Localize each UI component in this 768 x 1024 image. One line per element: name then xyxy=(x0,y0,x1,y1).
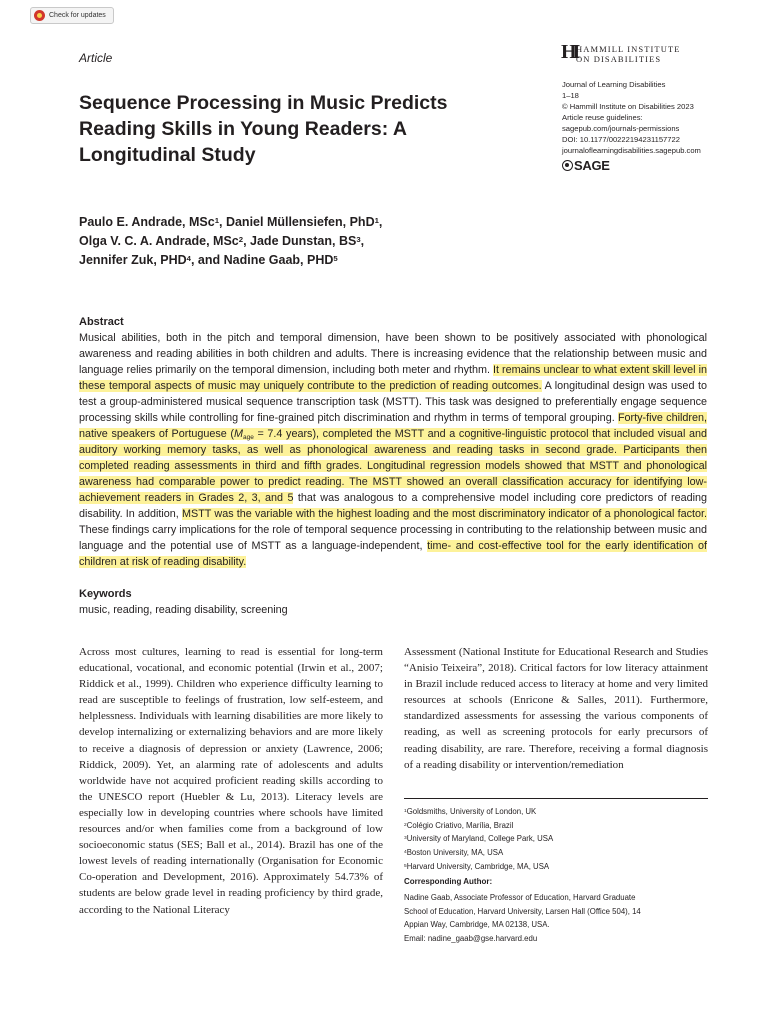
corresponding-author-heading: Corresponding Author: xyxy=(404,877,493,886)
author-name: Paulo E. Andrade, MSc xyxy=(79,215,215,229)
corresponding-line: Nadine Gaab, Associate Professor of Education, Harvard Graduate xyxy=(404,893,636,902)
footnote-divider xyxy=(404,798,708,799)
affiliation-number: 2 xyxy=(404,822,407,828)
sage-circle-icon xyxy=(562,160,573,171)
affiliation-number: 3 xyxy=(404,836,407,842)
highlight-fragment: = 7.4 years), completed the MSTT and a cognitive-linguistic protocol that included visual and auditory working memory tasks, as well as phonological awareness and reading tasks in second grade. Participants then completed reading assessments in third and fifth grades. Longitudinal regression models showed that MSTT and phonological awareness had comparable power to predict reading. The MSTT showed an overall classification accuracy for identifying low-achievement readers in Grades 2, 3, and 5 xyxy=(79,428,707,504)
author-separator: , xyxy=(219,215,226,229)
author-separator: , xyxy=(243,234,251,248)
highlighted-text[interactable]: It remains unclear to what extent skill level in these temporal aspects of music may uniquely contribute to the prediction of reading outcomes. xyxy=(79,364,707,392)
author-separator: , xyxy=(378,215,383,229)
author-list xyxy=(79,213,519,270)
update-icon xyxy=(34,10,45,21)
abstract-sentence: These findings carry implications for the role of temporal sequence processing in contributing to the relationship between music and language and the potential use of MSTT as a language-independent, xyxy=(79,524,707,552)
affiliation-text: Boston University, MA, USA xyxy=(406,848,504,858)
affiliation-text: Colégio Criativo, Marília, Brazil xyxy=(406,820,514,830)
affiliation-item xyxy=(404,819,553,833)
math-symbol: M xyxy=(234,428,244,440)
journal-name: Journal of Learning Disabilities xyxy=(562,80,666,89)
journal-permissions-link[interactable]: sagepub.com/journals-permissions xyxy=(562,124,680,133)
highlighted-text[interactable]: MSTT was the variable with the highest loading and the most discriminatory indicator of a phonological factor. xyxy=(182,508,707,520)
author-affiliation-mark: 5 xyxy=(333,253,338,263)
affiliations-list xyxy=(404,805,553,874)
affiliation-number: 1 xyxy=(404,808,407,814)
affiliation-text: Goldsmiths, University of London, UK xyxy=(406,807,537,816)
journal-info xyxy=(562,79,742,156)
article-title: Sequence Processing in Music Predicts Reading Skills in Young Readers: A Longitudinal Study xyxy=(79,92,448,166)
author-name: Daniel Müllensiefen, PhD xyxy=(225,215,375,229)
affiliation-text: University of Maryland, College Park, USA xyxy=(406,834,554,844)
author-affiliation-mark: 4 xyxy=(186,253,191,263)
author-name: Jade Dunstan, BS xyxy=(250,234,357,248)
sage-logo xyxy=(562,158,610,173)
keywords-heading: Keywords xyxy=(79,588,132,600)
author-affiliation-mark: 3 xyxy=(356,234,361,244)
abstract-sentence: Musical abilities, both in the pitch and temporal dimension, have been shown to be positively associated with phonological awareness and reading abilities in both children and adults. There is increasing evidence that the relationship between music and language relies primarily on the temporal dimension, including both meter and rhythm. xyxy=(79,332,707,376)
body-column-left: Across most cultures, learning to read is essential for long-term educational, vocational, and economic potential (Irwin et al., 2007; Riddick et al., 1999). Children who experience difficulty learning to read are susceptible to feelings of frustration, low self-esteem, and helplessness. Individuals with learning disabilities are more likely to develop internalizing or externalizing behaviors and are more likely to receive a diagnosis of depression or anxiety (Lawrence, 2006; Riddick, 2009). Yet, an alarming rate of adolescents and adults worldwide have not acquired proficient reading skills according to the UNESCO report (Huebler & Lu, 2013). Literacy levels are especially low in developing countries where schools have limited resources and/or when families come from a background of low socioeconomic status (SES; Ball et al., 2014). Brazil has one of the lowest levels of reading internationally (Organisation for Economic Co-operation and Development, 2016). Approximately 54.73% of students are below grade level in reading proficiency by third grade, according to the National Literacy xyxy=(79,646,383,916)
abstract-heading: Abstract xyxy=(79,316,124,328)
affiliation-item xyxy=(404,832,553,846)
hammill-logo-line1: HAMMILL INSTITUTE xyxy=(576,44,681,54)
author-name: Nadine Gaab, PHD xyxy=(223,253,334,267)
highlighted-text[interactable] xyxy=(79,412,707,504)
check-for-updates-button[interactable] xyxy=(30,7,114,24)
author-affiliation-mark: 2 xyxy=(238,234,244,244)
abstract-sentence: that was analogous to a comprehensive model including core predictors of reading disability. In addition, xyxy=(79,492,707,520)
highlight-fragment: Forty-five children, native speakers of Portuguese ( xyxy=(79,412,707,440)
corresponding-email[interactable]: Email: nadine_gaab@gse.harvard.edu xyxy=(404,934,538,944)
affiliation-text: Harvard University, Cambridge, MA, USA xyxy=(406,861,550,871)
author-name: Olga V. C. A. Andrade, MSc xyxy=(79,234,239,248)
author-affiliation-mark: 1 xyxy=(214,215,219,225)
article-type-label: Article xyxy=(79,51,113,65)
keywords-list: music, reading, reading disability, screening xyxy=(79,604,288,616)
check-for-updates-label: Check for updates xyxy=(49,12,106,19)
corresponding-line: Appian Way, Cambridge, MA 02138, USA. xyxy=(404,920,550,930)
affiliation-item xyxy=(404,846,553,860)
affiliation-item xyxy=(404,805,553,819)
journal-reuse-label: Article reuse guidelines: xyxy=(562,113,643,122)
abstract-sentence: A longitudinal design was used to test a group-administered musical sequence transcription task (MSTT). This task was designed to preferentially engage sequence processing skills while controlling for fine-grained pitch discrimination and rhythm in terms of temporal grouping. xyxy=(79,380,707,424)
hammill-logo-mark: HI xyxy=(561,41,577,63)
hammill-institute-logo xyxy=(561,42,711,66)
affiliation-item xyxy=(404,860,553,874)
journal-doi[interactable]: DOI: 10.1177/00222194231157722 xyxy=(562,135,680,144)
sage-logo-text: SAGE xyxy=(574,158,610,173)
author-affiliation-mark: 1 xyxy=(374,215,379,225)
journal-website-link[interactable]: journaloflearningdisabilities.sagepub.com xyxy=(562,146,701,155)
journal-pages: 1–18 xyxy=(562,91,579,100)
highlighted-text[interactable]: time- and cost-effective tool for the early identification of children at risk of reading disability. xyxy=(79,540,707,568)
math-subscript: age xyxy=(243,433,254,441)
affiliation-number: 5 xyxy=(404,863,407,869)
body-column-right: Assessment (National Institute for Educational Research and Studies “Anisio Teixeira”, 2018). Critical factors for low literacy attainment in Brazil include reduced access to literacy at home and very limited resources at schools (Enricone & Salles, 2011). Furthermore, standardized assessments for assessing the various components of reading, as well as screening protocols for early precursors of reading disability, are rare. Therefore, receiving a formal diagnosis of a reading disability or intervention/remediation xyxy=(404,646,708,771)
corresponding-author-details xyxy=(404,891,704,946)
author-separator: , and xyxy=(190,253,224,267)
abstract-text xyxy=(79,330,707,570)
author-separator: , xyxy=(360,234,365,248)
corresponding-line: School of Education, Harvard University, Larsen Hall (Office 504), 14 xyxy=(404,906,641,916)
author-name: Jennifer Zuk, PHD xyxy=(79,253,187,267)
hammill-logo-line2: ON DISABILITIES xyxy=(576,54,662,64)
affiliation-number: 4 xyxy=(404,849,407,855)
journal-copyright: © Hammill Institute on Disabilities 2023 xyxy=(562,102,694,111)
